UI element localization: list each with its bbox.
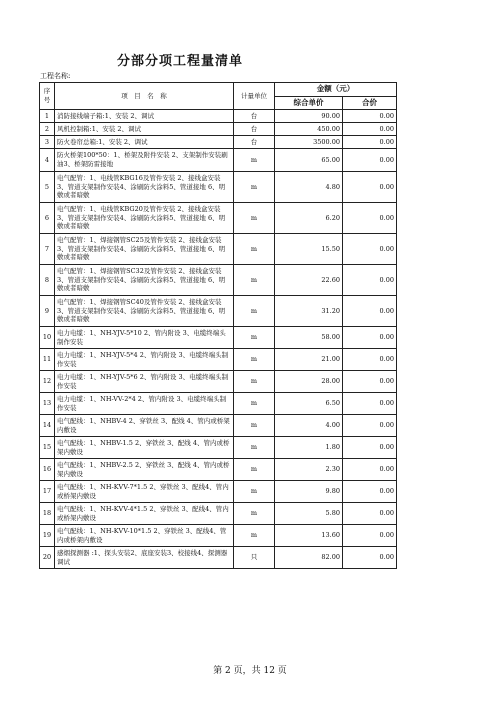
table-row — [40, 349, 397, 371]
row-unit-price: 6.50 — [275, 393, 343, 415]
row-seq: 13 — [40, 393, 55, 415]
row-item-name: 电气配管：1、焊接钢管SC32及管件安装 2、接线盒安装3、管道支架制作安装4、涂刷防火涂料5、管道接地 6、明敷或者暗敷 — [55, 265, 234, 296]
row-total: 0.00 — [343, 525, 397, 547]
row-seq: 17 — [40, 481, 55, 503]
row-unit-price: 82.00 — [275, 547, 343, 569]
row-total: 0.00 — [343, 296, 397, 327]
row-item-name: 电气配线：1、NH-KVV-10*1.5 2、穿铁丝 3、配线4、管内或桥架内敷设 — [55, 525, 234, 547]
table-row — [40, 203, 397, 234]
row-total: 0.00 — [343, 327, 397, 349]
row-unit: m — [234, 481, 275, 503]
row-item-name: 电气配线：1、NHBV-2.5 2、穿铁丝 3、配线 4、管内或桥架内敷设 — [55, 459, 234, 481]
row-unit: m — [234, 234, 275, 265]
table-row — [40, 547, 397, 569]
row-seq: 6 — [40, 203, 55, 234]
row-unit-price: 2.30 — [275, 459, 343, 481]
row-seq: 2 — [40, 123, 55, 136]
row-total: 0.00 — [343, 203, 397, 234]
table-row — [40, 503, 397, 525]
row-unit: m — [234, 415, 275, 437]
table-row — [40, 149, 397, 172]
row-unit-price: 22.60 — [275, 265, 343, 296]
row-unit: m — [234, 459, 275, 481]
row-total: 0.00 — [343, 547, 397, 569]
row-unit-price: 21.00 — [275, 349, 343, 371]
row-unit-price: 13.60 — [275, 525, 343, 547]
row-unit-price: 65.00 — [275, 149, 343, 172]
table-row — [40, 296, 397, 327]
row-unit-price: 15.50 — [275, 234, 343, 265]
row-item-name: 防火卷帘总箱:1、安装 2、调试 — [55, 136, 234, 149]
row-seq: 7 — [40, 234, 55, 265]
table-row — [40, 123, 397, 136]
row-seq: 20 — [40, 547, 55, 569]
row-seq: 5 — [40, 172, 55, 203]
table-row — [40, 265, 397, 296]
row-unit-price: 4.80 — [275, 172, 343, 203]
row-unit: m — [234, 349, 275, 371]
header-seq: 序号 — [40, 83, 55, 110]
row-unit: m — [234, 525, 275, 547]
row-item-name: 电气配管：1、电线管KBG20及管件安装 2、接线盒安装3、管道支架制作安装4、涂刷防火涂料5、管道接地 6、明敷或者暗敷 — [55, 203, 234, 234]
row-total: 0.00 — [343, 172, 397, 203]
row-seq: 9 — [40, 296, 55, 327]
row-seq: 18 — [40, 503, 55, 525]
row-item-name: 电气配管：1、焊接钢管SC25及管件安装 2、接线盒安装3、管道支架制作安装4、涂刷防火涂料5、管道接地 6、明敷或者暗敷 — [55, 234, 234, 265]
row-item-name: 电力电缆：1、NH-YJV-5*4 2、管内附设 3、电缆终端头制作安装 — [55, 349, 234, 371]
row-unit: m — [234, 503, 275, 525]
row-seq: 3 — [40, 136, 55, 149]
header-unit: 计量单位 — [234, 83, 275, 110]
page-title: 分部分项工程量清单 — [116, 54, 243, 69]
table-row — [40, 327, 397, 349]
table-row — [40, 234, 397, 265]
row-unit-price: 28.00 — [275, 371, 343, 393]
row-total: 0.00 — [343, 265, 397, 296]
row-item-name: 电气配线：1、NH-KVV-7*1.5 2、穿铁丝 3、配线4、管内或桥架内敷设 — [55, 481, 234, 503]
row-unit-price: 6.20 — [275, 203, 343, 234]
header-unit-price: 综合单价 — [275, 97, 343, 110]
row-item-name: 防火桥架100*50：1、桥架及附件安装 2、支架制作安装刷油3、桥架防雷接地 — [55, 149, 234, 172]
row-unit-price: 1.80 — [275, 437, 343, 459]
row-unit: 台 — [234, 110, 275, 123]
row-unit-price: 90.00 — [275, 110, 343, 123]
row-unit-price: 3500.00 — [275, 136, 343, 149]
row-seq: 15 — [40, 437, 55, 459]
row-unit: 台 — [234, 136, 275, 149]
row-item-name: 风机控制箱:1、安装 2、调试 — [55, 123, 234, 136]
row-seq: 1 — [40, 110, 55, 123]
table-row — [40, 110, 397, 123]
row-total: 0.00 — [343, 371, 397, 393]
row-item-name: 电气配线：1、NHBV-1.5 2、穿铁丝 3、配线 4、管内或桥架内敷设 — [55, 437, 234, 459]
row-unit: m — [234, 149, 275, 172]
table-row — [40, 437, 397, 459]
row-unit: m — [234, 371, 275, 393]
header-total: 合价 — [343, 97, 397, 110]
table-row — [40, 371, 397, 393]
row-unit: m — [234, 437, 275, 459]
row-item-name: 电气配管：1、电线管KBG16及管件安装 2、接线盒安装3、管道支架制作安装4、涂刷防火涂料5、管道接地 6、明敷或者暗敷 — [55, 172, 234, 203]
row-seq: 4 — [40, 149, 55, 172]
row-total: 0.00 — [343, 503, 397, 525]
row-unit-price: 9.80 — [275, 481, 343, 503]
row-total: 0.00 — [343, 136, 397, 149]
row-total: 0.00 — [343, 393, 397, 415]
page-number: 第 2 页，共 12 页 — [213, 666, 287, 676]
table-row — [40, 415, 397, 437]
table-row — [40, 525, 397, 547]
row-unit-price: 450.00 — [275, 123, 343, 136]
row-unit-price: 31.20 — [275, 296, 343, 327]
row-total: 0.00 — [343, 234, 397, 265]
row-unit: 台 — [234, 123, 275, 136]
project-name-label: 工程名称: — [40, 72, 71, 80]
row-item-name: 电力电缆：1、NH-YJV-5*6 2、管内附设 3、电缆终端头制作安装 — [55, 371, 234, 393]
row-item-name: 感烟探测器 :1、探头安装2、底座安装3、校接线4、探测器调试 — [55, 547, 234, 569]
table-row — [40, 393, 397, 415]
header-item-name: 项 目 名 称 — [55, 83, 234, 110]
table-row — [40, 172, 397, 203]
row-item-name: 电气配线：1、NH-KVV-4*1.5 2、穿铁丝 3、配线4、管内或桥架内敷设 — [55, 503, 234, 525]
row-seq: 11 — [40, 349, 55, 371]
row-seq: 19 — [40, 525, 55, 547]
header-amount: 金额（元） — [275, 83, 397, 97]
row-item-name: 电力电缆：1、NH-YJV-5*10 2、管内附设 3、电缆终端头制作安装 — [55, 327, 234, 349]
row-total: 0.00 — [343, 149, 397, 172]
table-row — [40, 481, 397, 503]
table-row — [40, 459, 397, 481]
bill-of-quantities-table — [39, 82, 397, 569]
row-seq: 14 — [40, 415, 55, 437]
row-unit-price: 5.80 — [275, 503, 343, 525]
row-seq: 12 — [40, 371, 55, 393]
row-seq: 10 — [40, 327, 55, 349]
row-unit: 只 — [234, 547, 275, 569]
row-unit-price: 4.00 — [275, 415, 343, 437]
row-seq: 16 — [40, 459, 55, 481]
row-unit: m — [234, 203, 275, 234]
row-total: 0.00 — [343, 110, 397, 123]
row-total: 0.00 — [343, 481, 397, 503]
row-item-name: 电气配管：1、焊接钢管SC40及管件安装 2、接线盒安装3、管道支架制作安装4、涂刷防火涂料5、管道接地 6、明敷或者暗敷 — [55, 296, 234, 327]
row-unit: m — [234, 265, 275, 296]
row-total: 0.00 — [343, 459, 397, 481]
row-item-name: 消防接线端子箱:1、安装 2、调试 — [55, 110, 234, 123]
row-unit: m — [234, 296, 275, 327]
row-total: 0.00 — [343, 415, 397, 437]
row-unit: m — [234, 393, 275, 415]
row-item-name: 电气配线：1、NHBV-4 2、穿铁丝 3、配线 4、管内或桥架内敷设 — [55, 415, 234, 437]
table-row — [40, 136, 397, 149]
row-unit: m — [234, 327, 275, 349]
row-unit-price: 58.00 — [275, 327, 343, 349]
row-total: 0.00 — [343, 349, 397, 371]
row-item-name: 电力电缆：1、NH-VV-2*4 2、管内附设 3、电缆终端头制作安装 — [55, 393, 234, 415]
row-total: 0.00 — [343, 437, 397, 459]
row-unit: m — [234, 172, 275, 203]
row-total: 0.00 — [343, 123, 397, 136]
row-seq: 8 — [40, 265, 55, 296]
